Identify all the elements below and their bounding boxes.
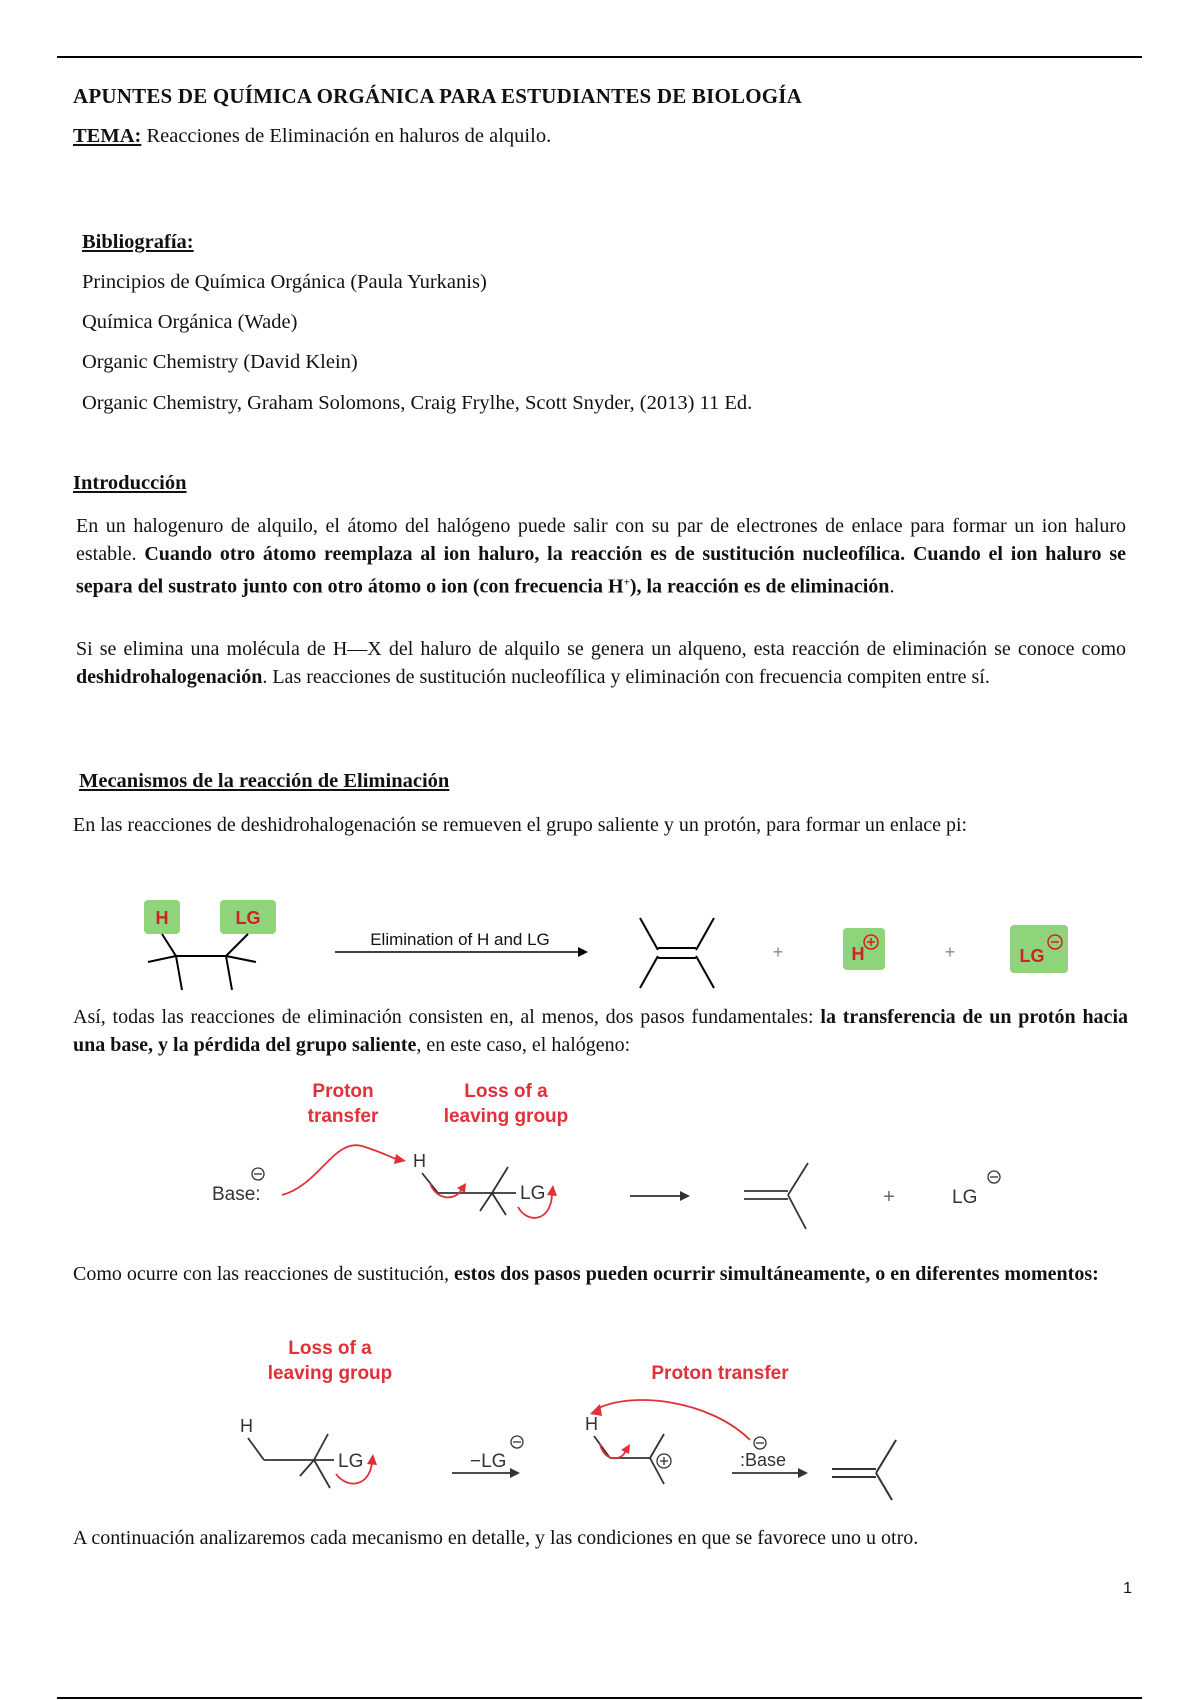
topic-line	[73, 125, 551, 148]
svg-text:Loss of a: Loss of a	[288, 1338, 372, 1359]
svg-text:transfer: transfer	[307, 1106, 379, 1127]
svg-text:H: H	[155, 908, 169, 928]
svg-text:+: +	[883, 1186, 895, 1208]
intro-paragraph-1: En un halogenuro de alquilo, el átomo del halógeno puede salir con su par de electrones de enlace para formar un ion haluro estable. Cuando otro átomo reemplaza al ion haluro, la reacción es de sustitución nucleofílica. Cuando el ion haluro se separa del sustrato junto con otro átomo o ion (con frecuencia H+), la reacción es de eliminación.	[76, 515, 1127, 598]
mechanisms-paragraph-1: En las reacciones de deshidrohalogenación se remueven el grupo saliente y un protón, para formar un enlace pi:	[73, 814, 968, 836]
top-rule	[57, 56, 1142, 58]
intro-heading: Introducción	[73, 472, 187, 494]
bibliography-item: Principios de Química Orgánica (Paula Yurkanis)	[82, 271, 487, 293]
svg-text:H: H	[851, 944, 865, 964]
svg-text:LG: LG	[520, 1183, 546, 1204]
bibliography-heading: Bibliografía:	[82, 231, 194, 253]
reactant-skeleton	[148, 934, 256, 990]
document-title: APUNTES DE QUÍMICA ORGÁNICA PARA ESTUDIANTES DE BIOLOGÍA	[73, 84, 803, 108]
svg-text:LG: LG	[235, 908, 261, 928]
svg-text:Proton: Proton	[312, 1081, 374, 1102]
mechanisms-paragraph-4: A continuación analizaremos cada mecanismo en detalle, y las condiciones en que se favorece uno u otro.	[73, 1527, 919, 1549]
bibliography-item: Química Orgánica (Wade)	[82, 311, 298, 333]
svg-text:leaving group: leaving group	[443, 1106, 569, 1127]
mechanisms-paragraph-2: Así, todas las reacciones de eliminación consisten en, al menos, dos pasos fundamentales: la transferencia de un protón hacia una base, y la pérdida del grupo saliente, en este caso, el halógeno:	[73, 1006, 1128, 1056]
intro-paragraph-2: Si se elimina una molécula de H—X del haluro de alquilo se genera un alqueno, esta reacción de eliminación se conoce como deshidrohalogenación. Las reacciones de sustitución nucleofílica y eliminación con frecuencia compiten entre sí.	[76, 638, 1126, 688]
svg-text:Loss of a: Loss of a	[464, 1081, 548, 1102]
bibliography-item: Organic Chemistry, Graham Solomons, Craig Frylhe, Scott Snyder, (2013) 11 Ed.	[82, 392, 753, 414]
mechanisms-heading: Mecanismos de la reacción de Eliminación	[79, 770, 450, 792]
svg-text:H: H	[413, 1151, 426, 1171]
page-number: 1	[1123, 1580, 1132, 1597]
topic-text: Reacciones de Eliminación en haluros de alquilo.	[141, 125, 552, 147]
elimination-overview-figure	[130, 890, 1090, 1000]
mechanisms-paragraph-3: Como ocurre con las reacciones de sustitución, estos dos pasos pueden ocurrir simultáneamente, o en diferentes momentos:	[73, 1263, 1099, 1285]
two-step-figure	[200, 1075, 1040, 1245]
bottom-rule	[57, 1697, 1142, 1699]
stepwise-figure	[220, 1330, 980, 1505]
svg-text:leaving group: leaving group	[267, 1363, 393, 1384]
elimination-arrow-label: Elimination of H and LG	[370, 930, 550, 949]
svg-text:+: +	[944, 942, 956, 962]
base-label: Base:	[212, 1184, 261, 1205]
svg-text:LG: LG	[952, 1187, 978, 1208]
svg-text:+: +	[772, 942, 784, 962]
svg-text:Proton transfer: Proton transfer	[651, 1363, 789, 1384]
alkene-product	[640, 918, 714, 988]
svg-text:−LG: −LG	[470, 1451, 507, 1472]
bibliography-item: Organic Chemistry (David Klein)	[82, 351, 358, 373]
svg-text:LG: LG	[1019, 946, 1045, 966]
svg-text:LG: LG	[338, 1451, 364, 1472]
svg-text:H: H	[240, 1416, 253, 1436]
topic-label: TEMA:	[73, 125, 142, 147]
svg-text:H: H	[585, 1414, 598, 1434]
svg-text::Base: :Base	[740, 1450, 787, 1470]
